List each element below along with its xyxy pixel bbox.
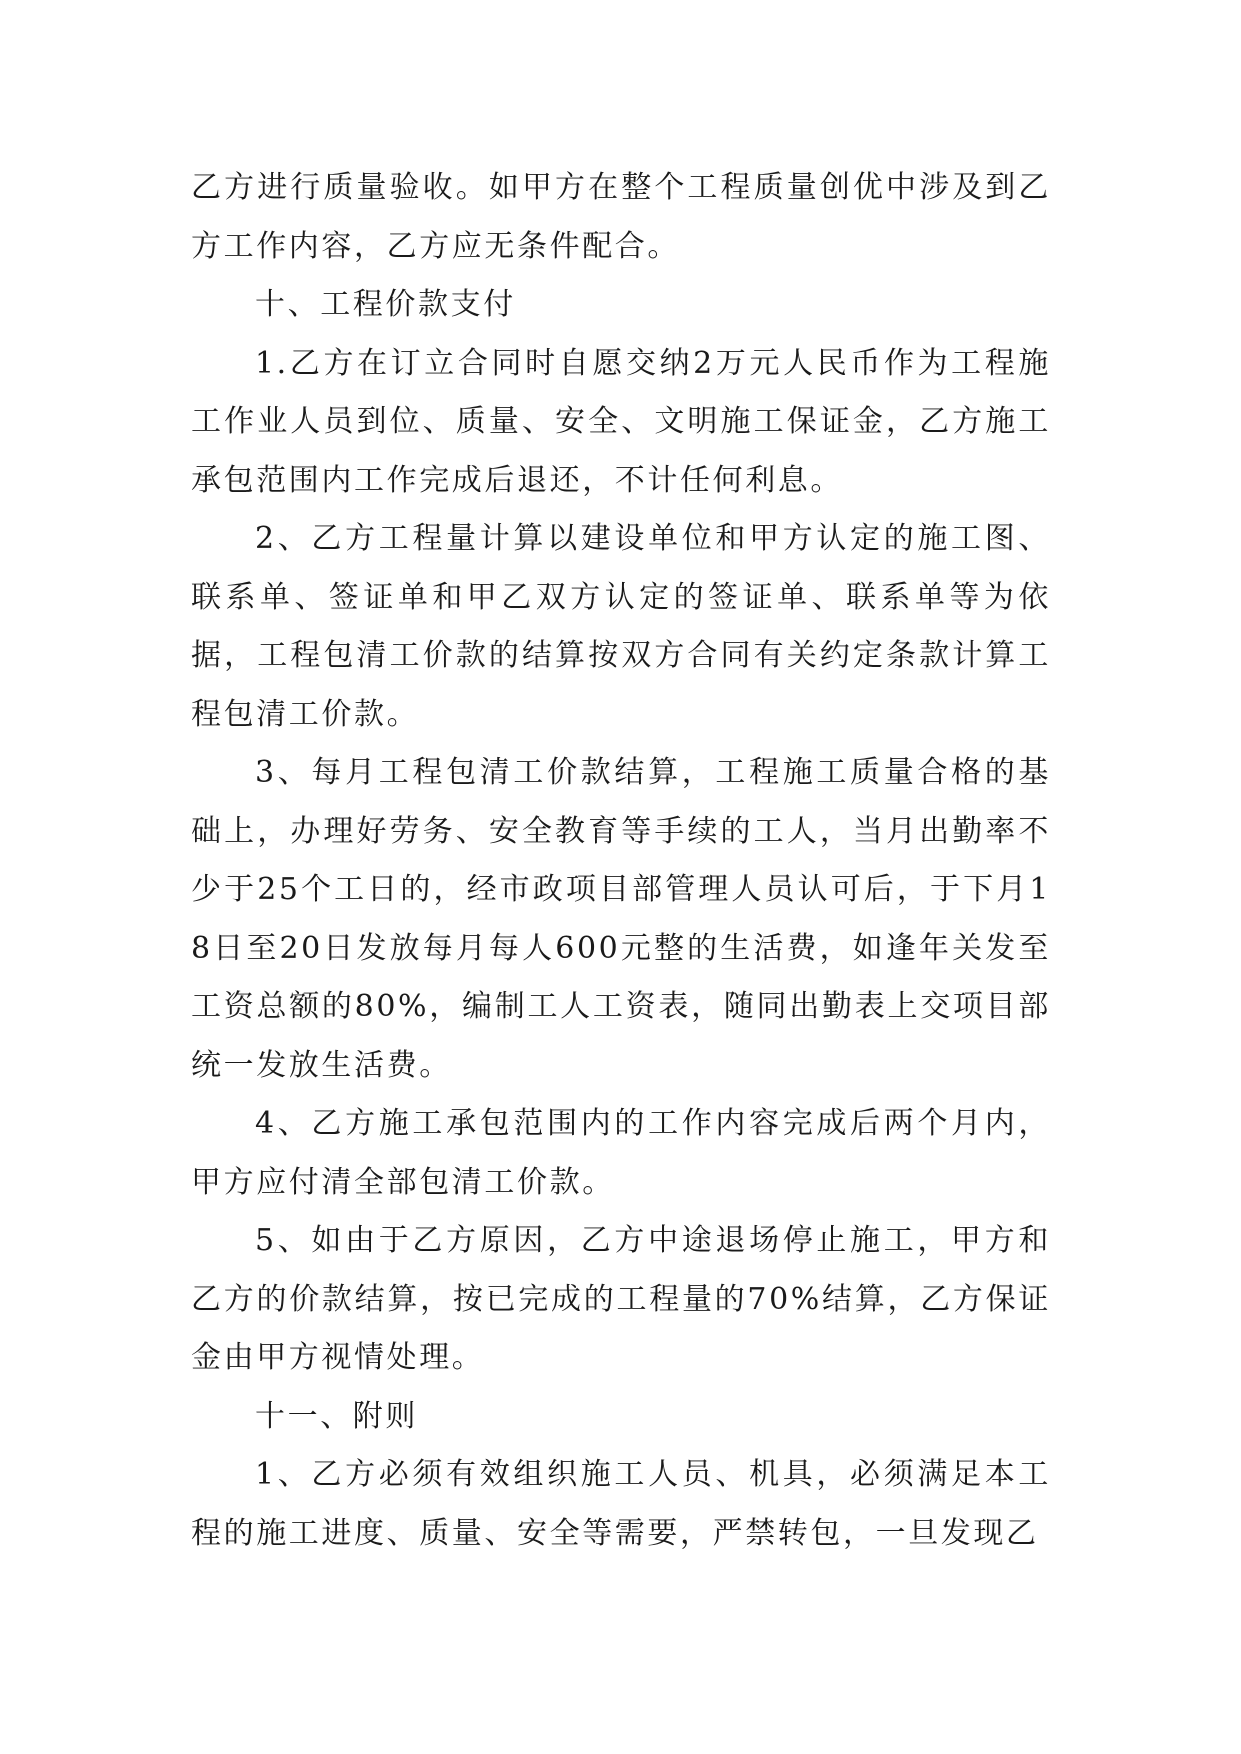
section-10-item-1: 1.乙方在订立合同时自愿交纳2万元人民币作为工程施工作业人员到位、质量、安全、文明施工保证金，乙方施工承包范围内工作完成后退还，不计任何利息。 <box>191 345 1051 498</box>
document-body <box>191 159 1051 1563</box>
section-10-item-5: 5、如由于乙方原因，乙方中途退场停止施工，甲方和乙方的价款结算，按已完成的工程量的70%结算，乙方保证金由甲方视情处理。 <box>191 1223 1051 1375</box>
section-10-item-4: 4、乙方施工承包范围内的工作内容完成后两个月内，甲方应付清全部包清工价款。 <box>191 1106 1051 1200</box>
paragraph-continuation: 乙方进行质量验收。如甲方在整个工程质量创优中涉及到乙方工作内容，乙方应无条件配合。 <box>191 170 1051 264</box>
section-11-item-1: 1、乙方必须有效组织施工人员、机具，必须满足本工程的施工进度、质量、安全等需要，严禁转包，一旦发现乙 <box>191 1457 1051 1551</box>
section-10-heading: 十、工程价款支付 <box>255 287 516 322</box>
section-11-heading: 十一、附则 <box>255 1398 418 1434</box>
section-10-item-3: 3、每月工程包清工价款结算，工程施工质量合格的基础上，办理好劳务、安全教育等手续的工人，当月出勤率不少于25个工日的，经市政项目部管理人员认可后，于下月18日至20日发放每月每人600元整的生活费，如逢年关发至工资总额的80%，编制工人工资表，随同出勤表上交项目部统一发放生活费。 <box>191 755 1051 1083</box>
section-10-item-2: 2、乙方工程量计算以建设单位和甲方认定的施工图、联系单、签证单和甲乙双方认定的签证单、联系单等为依据，工程包清工价款的结算按双方合同有关约定条款计算工程包清工价款。 <box>191 521 1051 732</box>
